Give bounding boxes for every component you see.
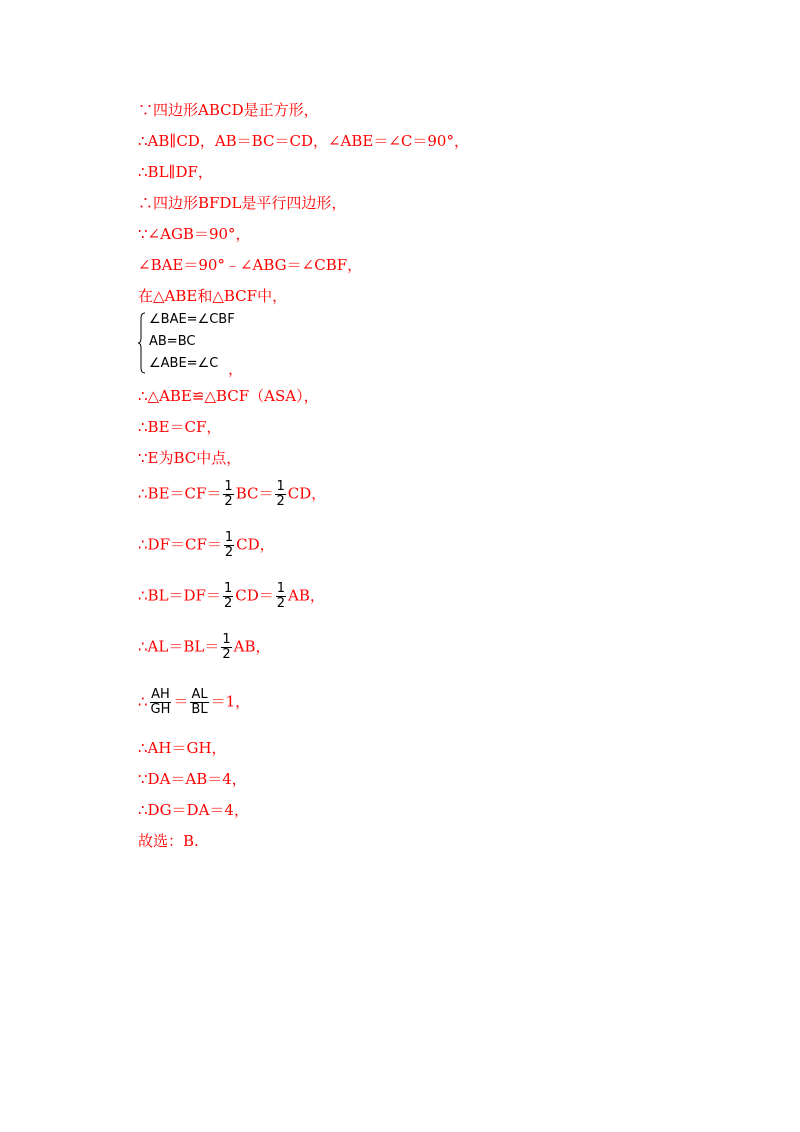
line-ratio: [138, 688, 250, 717]
system-row-2: AB=BC: [149, 334, 196, 349]
line-al-bl: [138, 633, 270, 662]
expr-part: CD，: [236, 535, 275, 554]
frac-num: 1: [276, 479, 285, 494]
line-bae-cbf: ∠BAE＝90°﹣∠ABG＝∠CBF，: [138, 256, 363, 274]
frac-den: 2: [276, 494, 285, 509]
fraction-ah-gh: [150, 688, 172, 717]
frac-num: 1: [276, 581, 286, 596]
frac-num: 1: [223, 581, 233, 596]
frac-num: 1: [224, 479, 233, 494]
left-brace-icon: [138, 312, 146, 374]
expr-part: ∴AL＝BL＝: [138, 637, 220, 656]
frac-den: 2: [224, 545, 234, 560]
expr-part: ∴DF＝CF＝: [138, 535, 222, 554]
line-da-ab: ∵DA＝AB＝4，: [138, 770, 247, 788]
line-ah-gh: ∴AH＝GH，: [138, 739, 227, 757]
system-trailing-comma: ，: [228, 360, 244, 378]
line-df-half-cd: [138, 531, 275, 560]
expr-part: ＝1，: [210, 692, 251, 711]
frac-den: 2: [276, 596, 286, 611]
frac-den: 2: [223, 596, 233, 611]
equation-system: [138, 312, 288, 376]
fraction-half: [223, 582, 233, 611]
fraction-half: [223, 480, 233, 509]
line-parallel-equal: ∴AB∥CD，AB＝BC＝CD，∠ABE＝∠C＝90°，: [138, 132, 469, 150]
line-be-cf: ∴BE＝CF，: [138, 418, 222, 436]
line-bl-parallel-df: ∴BL∥DF，: [138, 163, 213, 181]
frac-den: BL: [191, 702, 208, 717]
frac-num: 1: [222, 632, 231, 647]
line-be-half-bc: [138, 480, 326, 509]
frac-num: AH: [151, 687, 170, 702]
line-e-midpoint: ∵E为BC中点，: [138, 449, 242, 467]
frac-den: 2: [224, 494, 233, 509]
frac-den: GH: [150, 702, 171, 717]
fraction-half: [276, 582, 286, 611]
line-dg-da: ∴DG＝DA＝4，: [138, 801, 249, 819]
expr-part: CD，: [287, 484, 327, 503]
system-row-3: ∠ABE=∠C: [149, 356, 219, 371]
frac-num: 1: [224, 530, 234, 545]
line-agb-90: ∵∠AGB＝90°，: [138, 225, 251, 243]
line-square: ∵四边形ABCD是正方形，: [138, 101, 319, 119]
fraction-al-bl: [190, 688, 208, 717]
line-parallelogram: ∴四边形BFDL是平行四边形，: [138, 194, 347, 212]
expr-part: ∴BL＝DF＝: [138, 586, 221, 605]
frac-num: AL: [191, 687, 208, 702]
expr-part: CD＝: [235, 586, 274, 605]
fraction-half: [221, 633, 231, 662]
line-answer: 故选：B.: [138, 832, 199, 850]
line-bl-half-ab: [138, 582, 325, 611]
line-in-triangles: 在△ABE和△BCF中，: [138, 287, 288, 305]
expr-part: AB，: [233, 637, 271, 656]
expr-part: ∴: [138, 692, 148, 711]
fraction-half: [224, 531, 234, 560]
expr-part: AB，: [288, 586, 325, 605]
frac-den: 2: [222, 647, 231, 662]
expr-part: BC＝: [235, 484, 274, 503]
expr-part: ＝: [173, 692, 189, 711]
fraction-half: [275, 480, 285, 509]
line-congruent: ∴△ABE≌△BCF（ASA），: [138, 387, 319, 405]
system-row-1: ∠BAE=∠CBF: [149, 312, 235, 327]
expr-part: ∴BE＝CF＝: [138, 484, 222, 503]
